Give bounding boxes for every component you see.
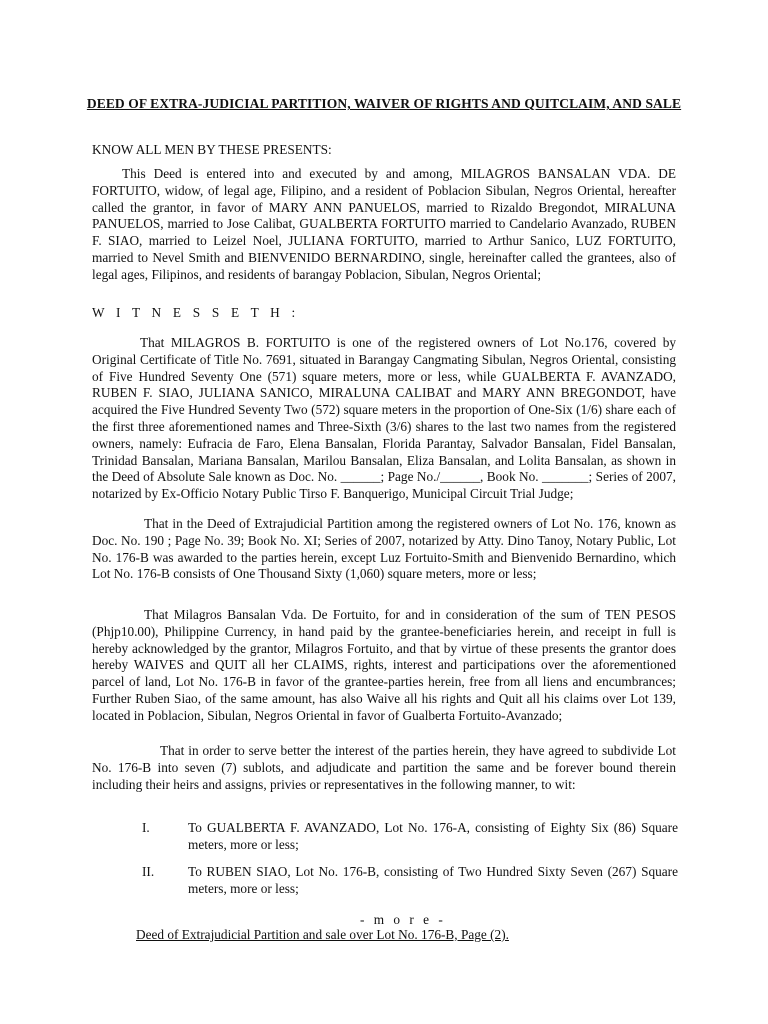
list-item-text: To RUBEN SIAO, Lot No. 176-B, consisting of Two Hundred Sixty Seven (267) Square meters, more or less;: [188, 864, 678, 896]
list-item-text: To GUALBERTA F. AVANZADO, Lot No. 176-A, consisting of Eighty Six (86) Square meters, more or less;: [188, 820, 678, 852]
paragraph-2: That in the Deed of Extrajudicial Partition among the registered owners of Lot No. 176, known as Doc. No. 190 ; Page No. 39; Book No. XI; Series of 2007, notarized by Atty. Dino Tanoy, Notary Public, Lot No. 176-B was awarded to the parties herein, except Luz Fortuito-Smith and Bienvenido Bernardino, which Lot No. 176-B consists of One Thousand Sixty (1,060) square meters, more or less;: [92, 516, 676, 582]
paragraph-4: That in order to serve better the interest of the parties herein, they have agreed to subdivide Lot No. 176-B into seven (7) sublots, and adjudicate and partition the same and be forever bound therein including their heirs and assigns, privies or representatives in the following manner, to wit:: [92, 743, 676, 792]
page-footer: Deed of Extrajudicial Partition and sale over Lot No. 176-B, Page (2).: [136, 927, 509, 942]
document-title: DEED OF EXTRA-JUDICIAL PARTITION, WAIVER OF RIGHTS AND QUITCLAIM, AND SALE: [86, 96, 682, 111]
witnesseth-heading: W I T N E S S E T H :: [92, 305, 300, 320]
paragraph-3: That Milagros Bansalan Vda. De Fortuito, for and in consideration of the sum of TEN PESOS (Phjp10.00), Philippine Currency, in hand paid by the grantee-beneficiaries herein, and receipt in full is hereby acknowledged by the grantor, Milagros Fortuito, and that by virtue of these presents the grantor does hereby WAIVES and QUIT all her CLAIMS, rights, interest and participations over the aforementioned parcel of land, Lot No. 176-B in favor of the grantee-parties herein, free from all liens and encumbrances; Further Ruben Siao, of the same amount, has also Waive all his rights and Quit all his claims over Lot 139, located in Poblacion, Sibulan, Negros Oriental in favor of Gualberta Fortuito-Avanzado;: [92, 607, 676, 723]
intro-paragraph: This Deed is entered into and executed by and among, MILAGROS BANSALAN VDA. DE FORTUITO, widow, of legal age, Filipino, and a resident of Poblacion Sibulan, Negros Oriental, hereafter called the grantor, in favor of MARY ANN PANUELOS, married to Rizaldo Bregondot, MIRALUNA PANUELOS, married to Jose Calibat, GUALBERTA FORTUITO married to Candelario Avanzado, RUBEN F. SIAO, married to Leizel Noel, JULIANA FORTUITO, married to Arthur Sanico, LUZ FORTUITO, married to Nevel Smith and BIENVENIDO BERNARDINO, single, hereinafter called the grantees, also of legal ages, Filipinos, and residents of barangay Poblacion, Sibulan, Negros Oriental;: [92, 166, 676, 282]
list-item-number: II.: [142, 864, 155, 879]
salutation: KNOW ALL MEN BY THESE PRESENTS:: [92, 142, 332, 157]
paragraph-1: That MILAGROS B. FORTUITO is one of the registered owners of Lot No.176, covered by Original Certificate of Title No. 7691, situated in Barangay Cangmating Sibulan, Negros Oriental, consisting of Five Hundred Seventy One (571) square meters, more or less, while GUALBERTA F. AVANZADO, RUBEN F. SIAO, JULIANA SANICO, MIRALUNA CALIBAT and MARY ANN BREGONDOT, have acquired the Five Hundred Seventy Two (572) square meters in the proportion of One-Six (1/6) share each of the first three aforementioned names and Three-Sixth (3/6) shares to the last two names from the registered owners, namely: Eufracia de Faro, Elena Bansalan, Florida Parantay, Salvador Bansalan, Fidel Bansalan, Trinidad Bansalan, Mariana Bansalan, Marilou Bansalan, Eliza Bansalan, and Lolita Bansalan, as shown in the Deed of Absolute Sale known as Doc. No. ______; Page No./______, Book No. _______; Series of 2007, notarized by Ex-Officio Notary Public Tirso F. Banquerigo, Municipal Circuit Trial Judge;: [92, 335, 676, 502]
more-indicator: - m o r e -: [360, 912, 446, 927]
list-item-number: I.: [142, 820, 150, 835]
